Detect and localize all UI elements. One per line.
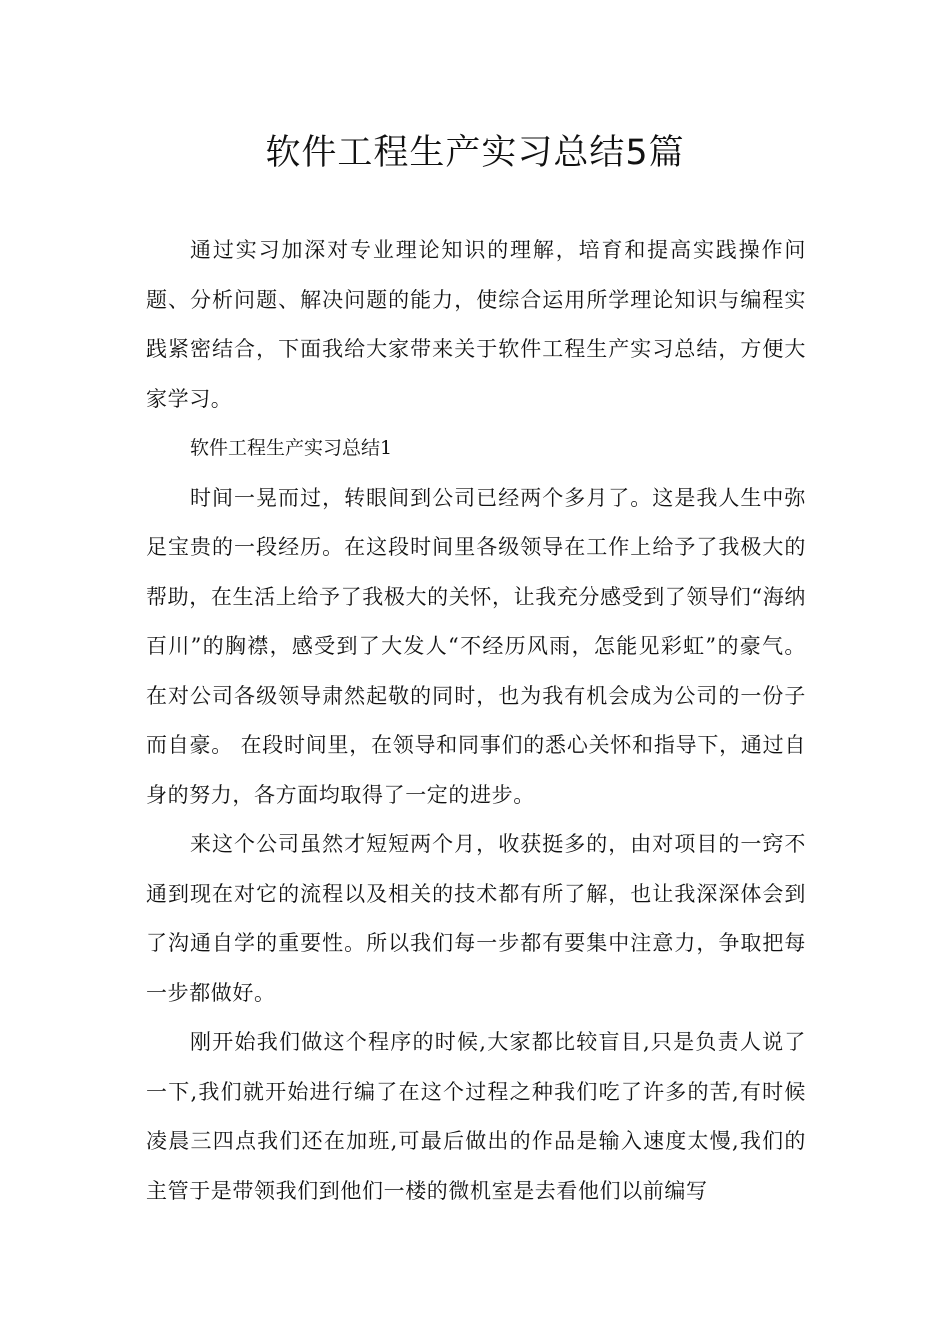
body-paragraph-2: 来这个公司虽然才短短两个月，收获挺多的，由对项目的一窍不通到现在对它的流程以及相关的技术都有所了解，也让我深深体会到了沟通自学的重要性。所以我们每一步都有要集中注意力，争取把每一步都做好。 xyxy=(146,832,806,1005)
intro-paragraph: 通过实习加深对专业理论知识的理解，培育和提高实践操作问题、分析问题、解决问题的能力，使综合运用所学理论知识与编程实践紧密结合，下面我给大家带来关于软件工程生产实习总结，方便大家学习。 xyxy=(146,238,806,411)
body-paragraph-3: 刚开始我们做这个程序的时候,大家都比较盲目,只是负责人说了一下,我们就开始进行编了在这个过程之种我们吃了许多的苦,有时候凌晨三四点我们还在加班,可最后做出的作品是输入速度太慢,我们的主管于是带领我们到他们一楼的微机室是去看他们以前编写 xyxy=(146,1030,806,1203)
document-title: 软件工程生产实习总结5篇 xyxy=(265,133,685,173)
document-body xyxy=(146,226,806,1216)
section-heading-1: 软件工程生产实习总结1 xyxy=(190,437,393,459)
body-paragraph-1: 时间一晃而过，转眼间到公司已经两个多月了。这是我人生中弥足宝贵的一段经历。在这段时间里各级领导在工作上给予了我极大的帮助，在生活上给予了我极大的关怀，让我充分感受到了领导们“海纳百川”的胸襟，感受到了大发人“不经历风雨，怎能见彩虹”的豪气。在对公司各级领导肃然起敬的同时，也为我有机会成为公司的一份子而自豪。 在段时间里，在领导和同事们的悉心关怀和指导下，通过自身的努力，各方面均取得了一定的进步。 xyxy=(146,485,806,807)
